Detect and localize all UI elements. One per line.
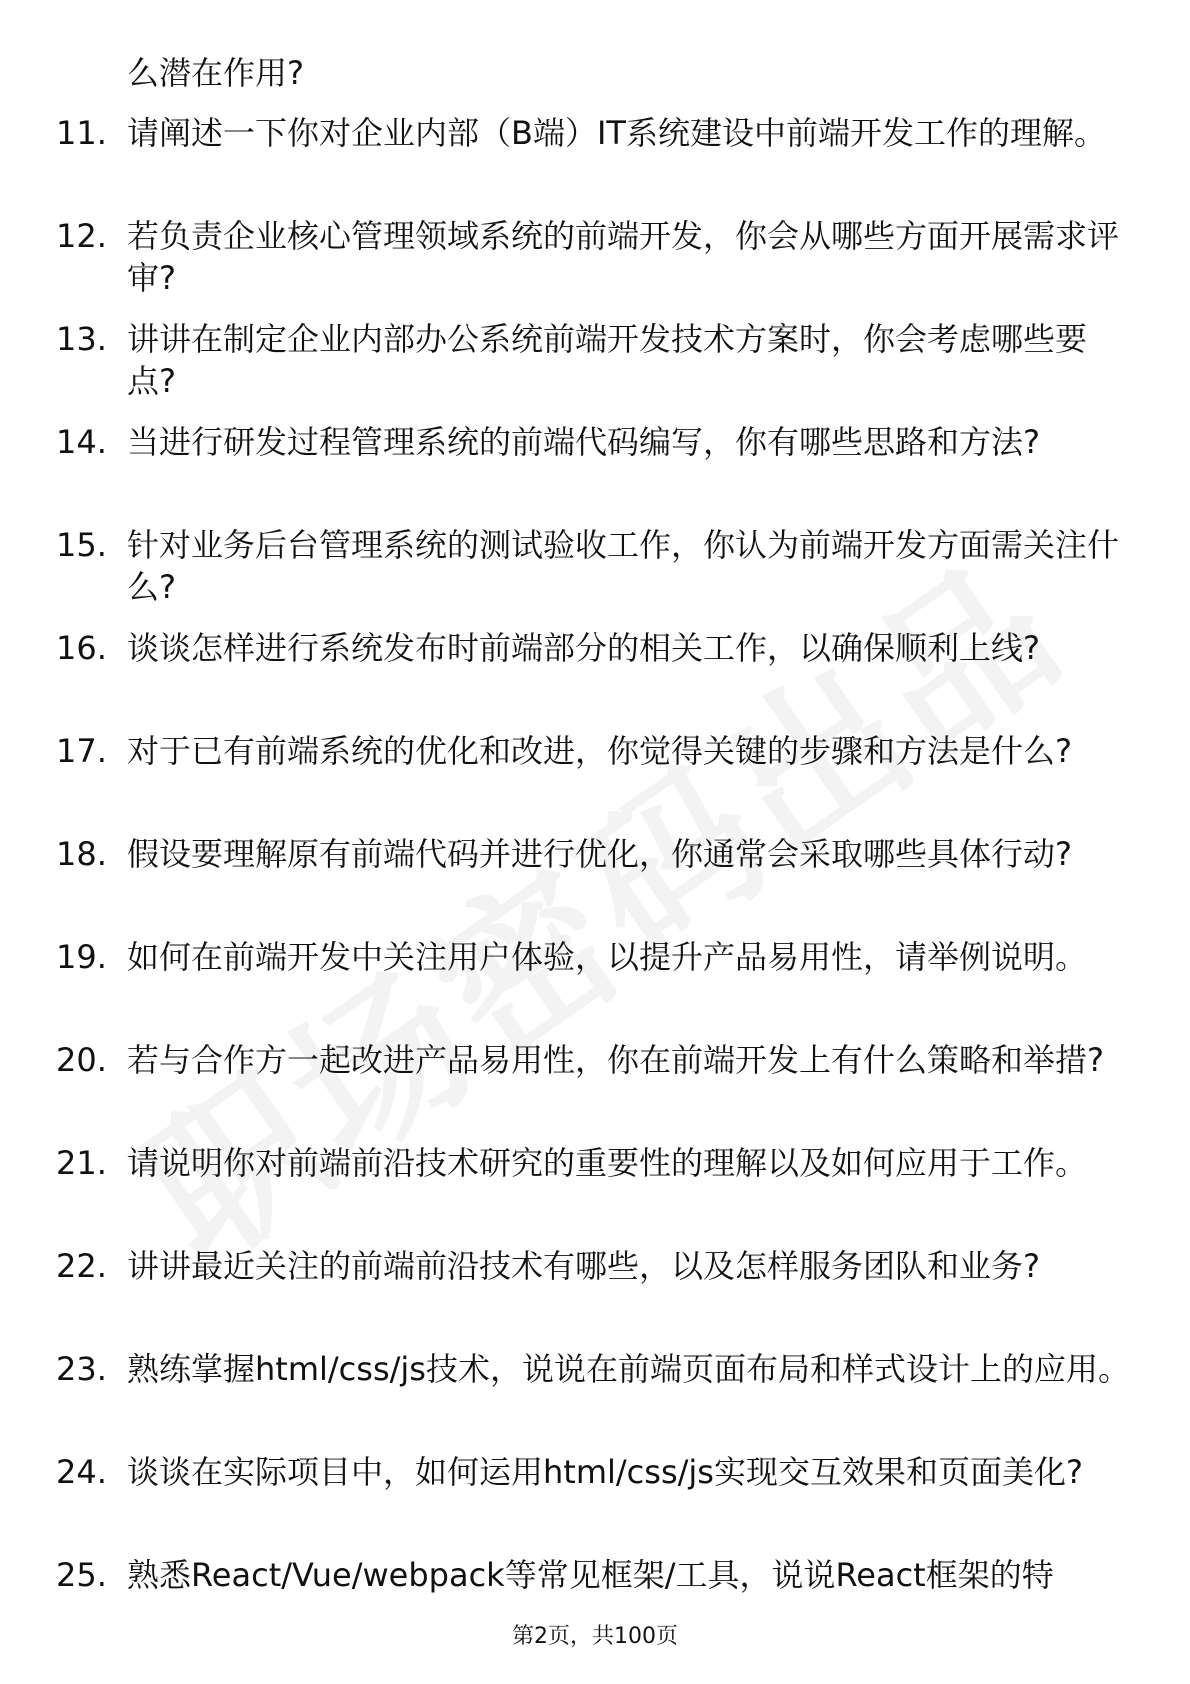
question-text: 若负责企业核心管理领域系统的前端开发，你会从哪些方面开展需求评审? <box>127 217 1120 297</box>
question-number: 13. <box>56 320 107 358</box>
question-number: 15. <box>56 526 107 564</box>
question-number: 14. <box>56 423 107 461</box>
question-text: 谈谈怎样进行系统发布时前端部分的相关工作，以确保顺利上线? <box>127 629 1040 667</box>
question-number: 24. <box>56 1453 107 1491</box>
continuation-text: 么潜在作用? <box>127 54 304 92</box>
question-text: 熟悉React/Vue/webpack等常见框架/工具，说说React框架的特 <box>127 1556 1054 1594</box>
question-number: 18. <box>56 835 107 873</box>
question-item <box>0 1348 1190 1451</box>
question-item <box>0 1039 1190 1142</box>
question-item <box>0 421 1190 524</box>
question-item <box>0 1451 1190 1554</box>
question-item <box>0 936 1190 1039</box>
question-item <box>0 833 1190 936</box>
question-text: 对于已有前端系统的优化和改进，你觉得关键的步骤和方法是什么? <box>127 732 1072 770</box>
question-item <box>0 215 1190 318</box>
question-item <box>0 1245 1190 1348</box>
question-item <box>0 730 1190 833</box>
question-text: 请说明你对前端前沿技术研究的重要性的理解以及如何应用于工作。 <box>127 1144 1088 1182</box>
question-text: 讲讲最近关注的前端前沿技术有哪些，以及怎样服务团队和业务? <box>127 1247 1040 1285</box>
question-number: 23. <box>56 1350 107 1388</box>
question-number: 19. <box>56 938 107 976</box>
question-item <box>0 112 1190 215</box>
question-number: 20. <box>56 1041 107 1079</box>
question-number: 25. <box>56 1556 107 1594</box>
question-number: 12. <box>56 217 107 255</box>
question-number: 21. <box>56 1144 107 1182</box>
question-text: 针对业务后台管理系统的测试验收工作，你认为前端开发方面需关注什么? <box>127 526 1120 606</box>
question-number: 22. <box>56 1247 107 1285</box>
page-number: 第2页，共100页 <box>512 1624 678 1649</box>
question-number: 17. <box>56 732 107 770</box>
question-text: 若与合作方一起改进产品易用性，你在前端开发上有什么策略和举措? <box>127 1041 1104 1079</box>
question-text: 当进行研发过程管理系统的前端代码编写，你有哪些思路和方法? <box>127 423 1040 461</box>
question-text: 熟练掌握html/css/js技术，说说在前端页面布局和样式设计上的应用。 <box>127 1350 1130 1388</box>
question-text: 假设要理解原有前端代码并进行优化，你通常会采取哪些具体行动? <box>127 835 1072 873</box>
question-number: 11. <box>56 114 107 152</box>
question-text: 谈谈在实际项目中，如何运用html/css/js实现交互效果和页面美化? <box>127 1453 1083 1491</box>
question-text: 如何在前端开发中关注用户体验，以提升产品易用性，请举例说明。 <box>127 938 1088 976</box>
question-text: 请阐述一下你对企业内部（B端）IT系统建设中前端开发工作的理解。 <box>127 114 1106 152</box>
question-list <box>0 112 1190 1657</box>
question-item <box>0 1142 1190 1245</box>
question-number: 16. <box>56 629 107 667</box>
question-item <box>0 318 1190 421</box>
question-text: 讲讲在制定企业内部办公系统前端开发技术方案时，你会考虑哪些要点? <box>127 320 1088 400</box>
question-item <box>0 627 1190 730</box>
question-item <box>0 524 1190 627</box>
